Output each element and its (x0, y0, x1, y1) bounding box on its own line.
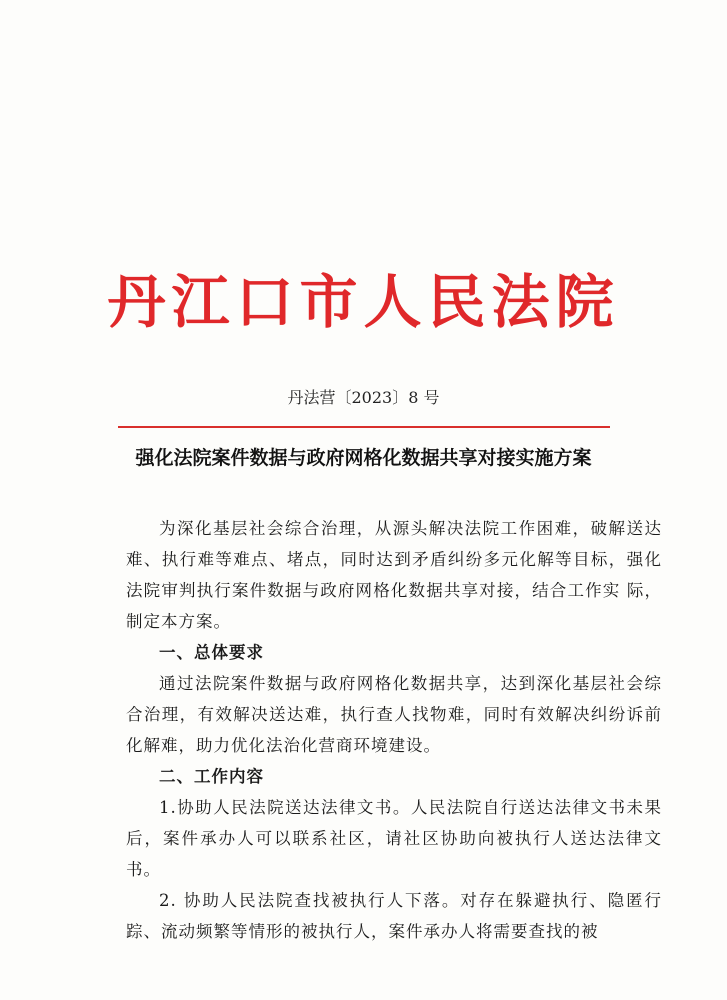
work-item-1-paragraph: 1.协助人民法院送达法律文书。人民法院自行送达法律文书未果后，案件承办人可以联系社区，请社区协助向被执行人送达法律文书。 (126, 798, 662, 879)
document-body (126, 513, 662, 947)
section-heading-general-requirements: 一、总体要求 (159, 643, 264, 662)
document-title: 强化法院案件数据与政府网格化数据共享对接实施方案 (135, 447, 592, 469)
work-item-2-paragraph: 2. 协助人民法院查找被执行人下落。对存在躲避执行、隐匿行踪、流动频繁等情形的被执行人，案件承办人将需要查找的被 (126, 891, 662, 941)
document-number: 丹法营〔2023〕8 号 (287, 388, 440, 407)
general-requirements-paragraph: 通过法院案件数据与政府网格化数据共享，达到深化基层社会综合治理，有效解决送达难，执行查人找物难，同时有效解决纠纷诉前化解难，助力优化法治化营商环境建设。 (126, 674, 662, 755)
intro-paragraph: 为深化基层社会综合治理，从源头解决法院工作困难，破解送达难、执行难等难点、堵点，同时达到矛盾纠纷多元化解等目标，强化法院审判执行案件数据与政府网格化数据共享对接，结合工作实 际，制定本方案。 (126, 519, 662, 631)
issuer-header: 丹江口市人民法院 (107, 268, 620, 336)
section-heading-work-content: 二、工作内容 (159, 767, 264, 786)
red-divider-line (118, 426, 610, 428)
